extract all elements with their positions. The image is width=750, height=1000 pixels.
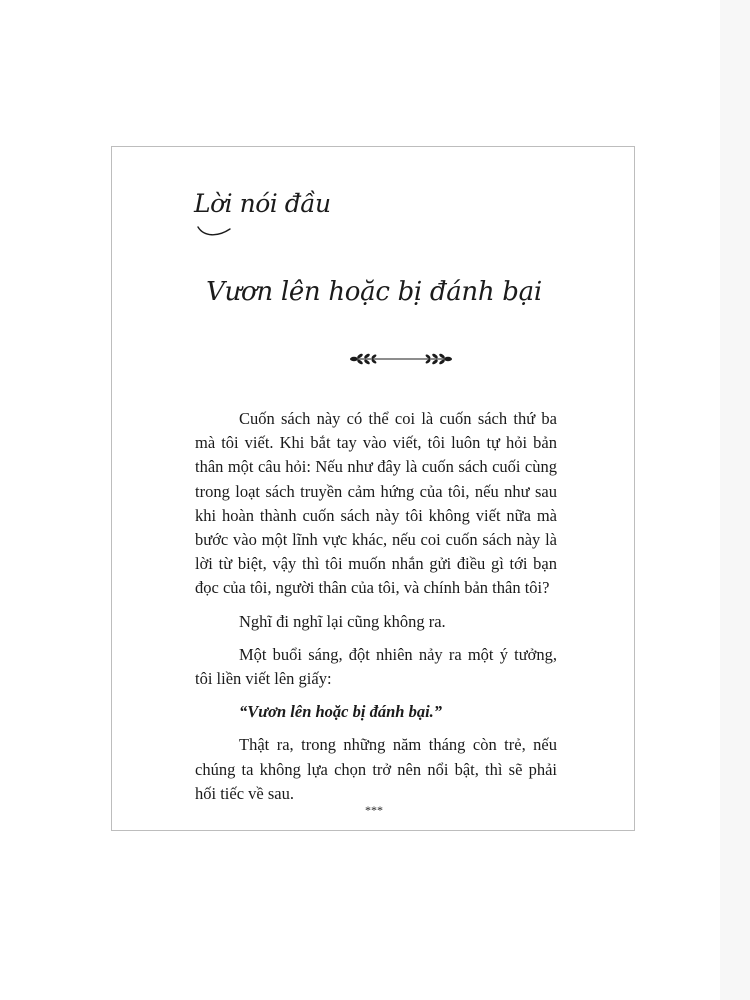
scan-margin	[720, 0, 750, 1000]
quote-paragraph: “Vươn lên hoặc bị đánh bại.”	[239, 702, 443, 722]
book-page	[111, 146, 635, 831]
paragraph: Thật ra, trong những năm tháng còn trẻ, nếu chúng ta không lựa chọn trở nên nổi bật, thì sẽ phải hối tiếc về sau.	[195, 735, 557, 803]
section-label-underline-swash	[196, 223, 236, 239]
leaf-divider-icon	[348, 351, 454, 367]
paragraph: Một buổi sáng, đột nhiên nảy ra một ý tưởng, tôi liền viết lên giấy:	[195, 644, 557, 689]
body-text	[195, 407, 557, 815]
paragraph: Nghĩ đi nghĩ lại cũng không ra.	[239, 611, 446, 631]
section-label: Lời nói đầu	[194, 189, 331, 218]
chapter-title: Vươn lên hoặc bị đánh bại	[206, 277, 542, 307]
paragraph: Cuốn sách này có thể coi là cuốn sách thứ ba mà tôi viết. Khi bắt tay vào viết, tôi luôn tự hỏi bản thân một câu hỏi: Nếu như đây là cuốn sách cuối cùng trong loạt sách truyền cảm hứng của tôi, nếu như sau khi hoàn thành cuốn sách này tôi không viết nữa mà bước vào một lĩnh vực khác, nếu coi cuốn sách này là lời từ biệt, vậy thì tôi muốn nhắn gửi điều gì tới bạn đọc của tôi, người thân của tôi, và chính bản thân tôi?	[195, 409, 557, 598]
section-end-mark: ***	[365, 803, 383, 817]
